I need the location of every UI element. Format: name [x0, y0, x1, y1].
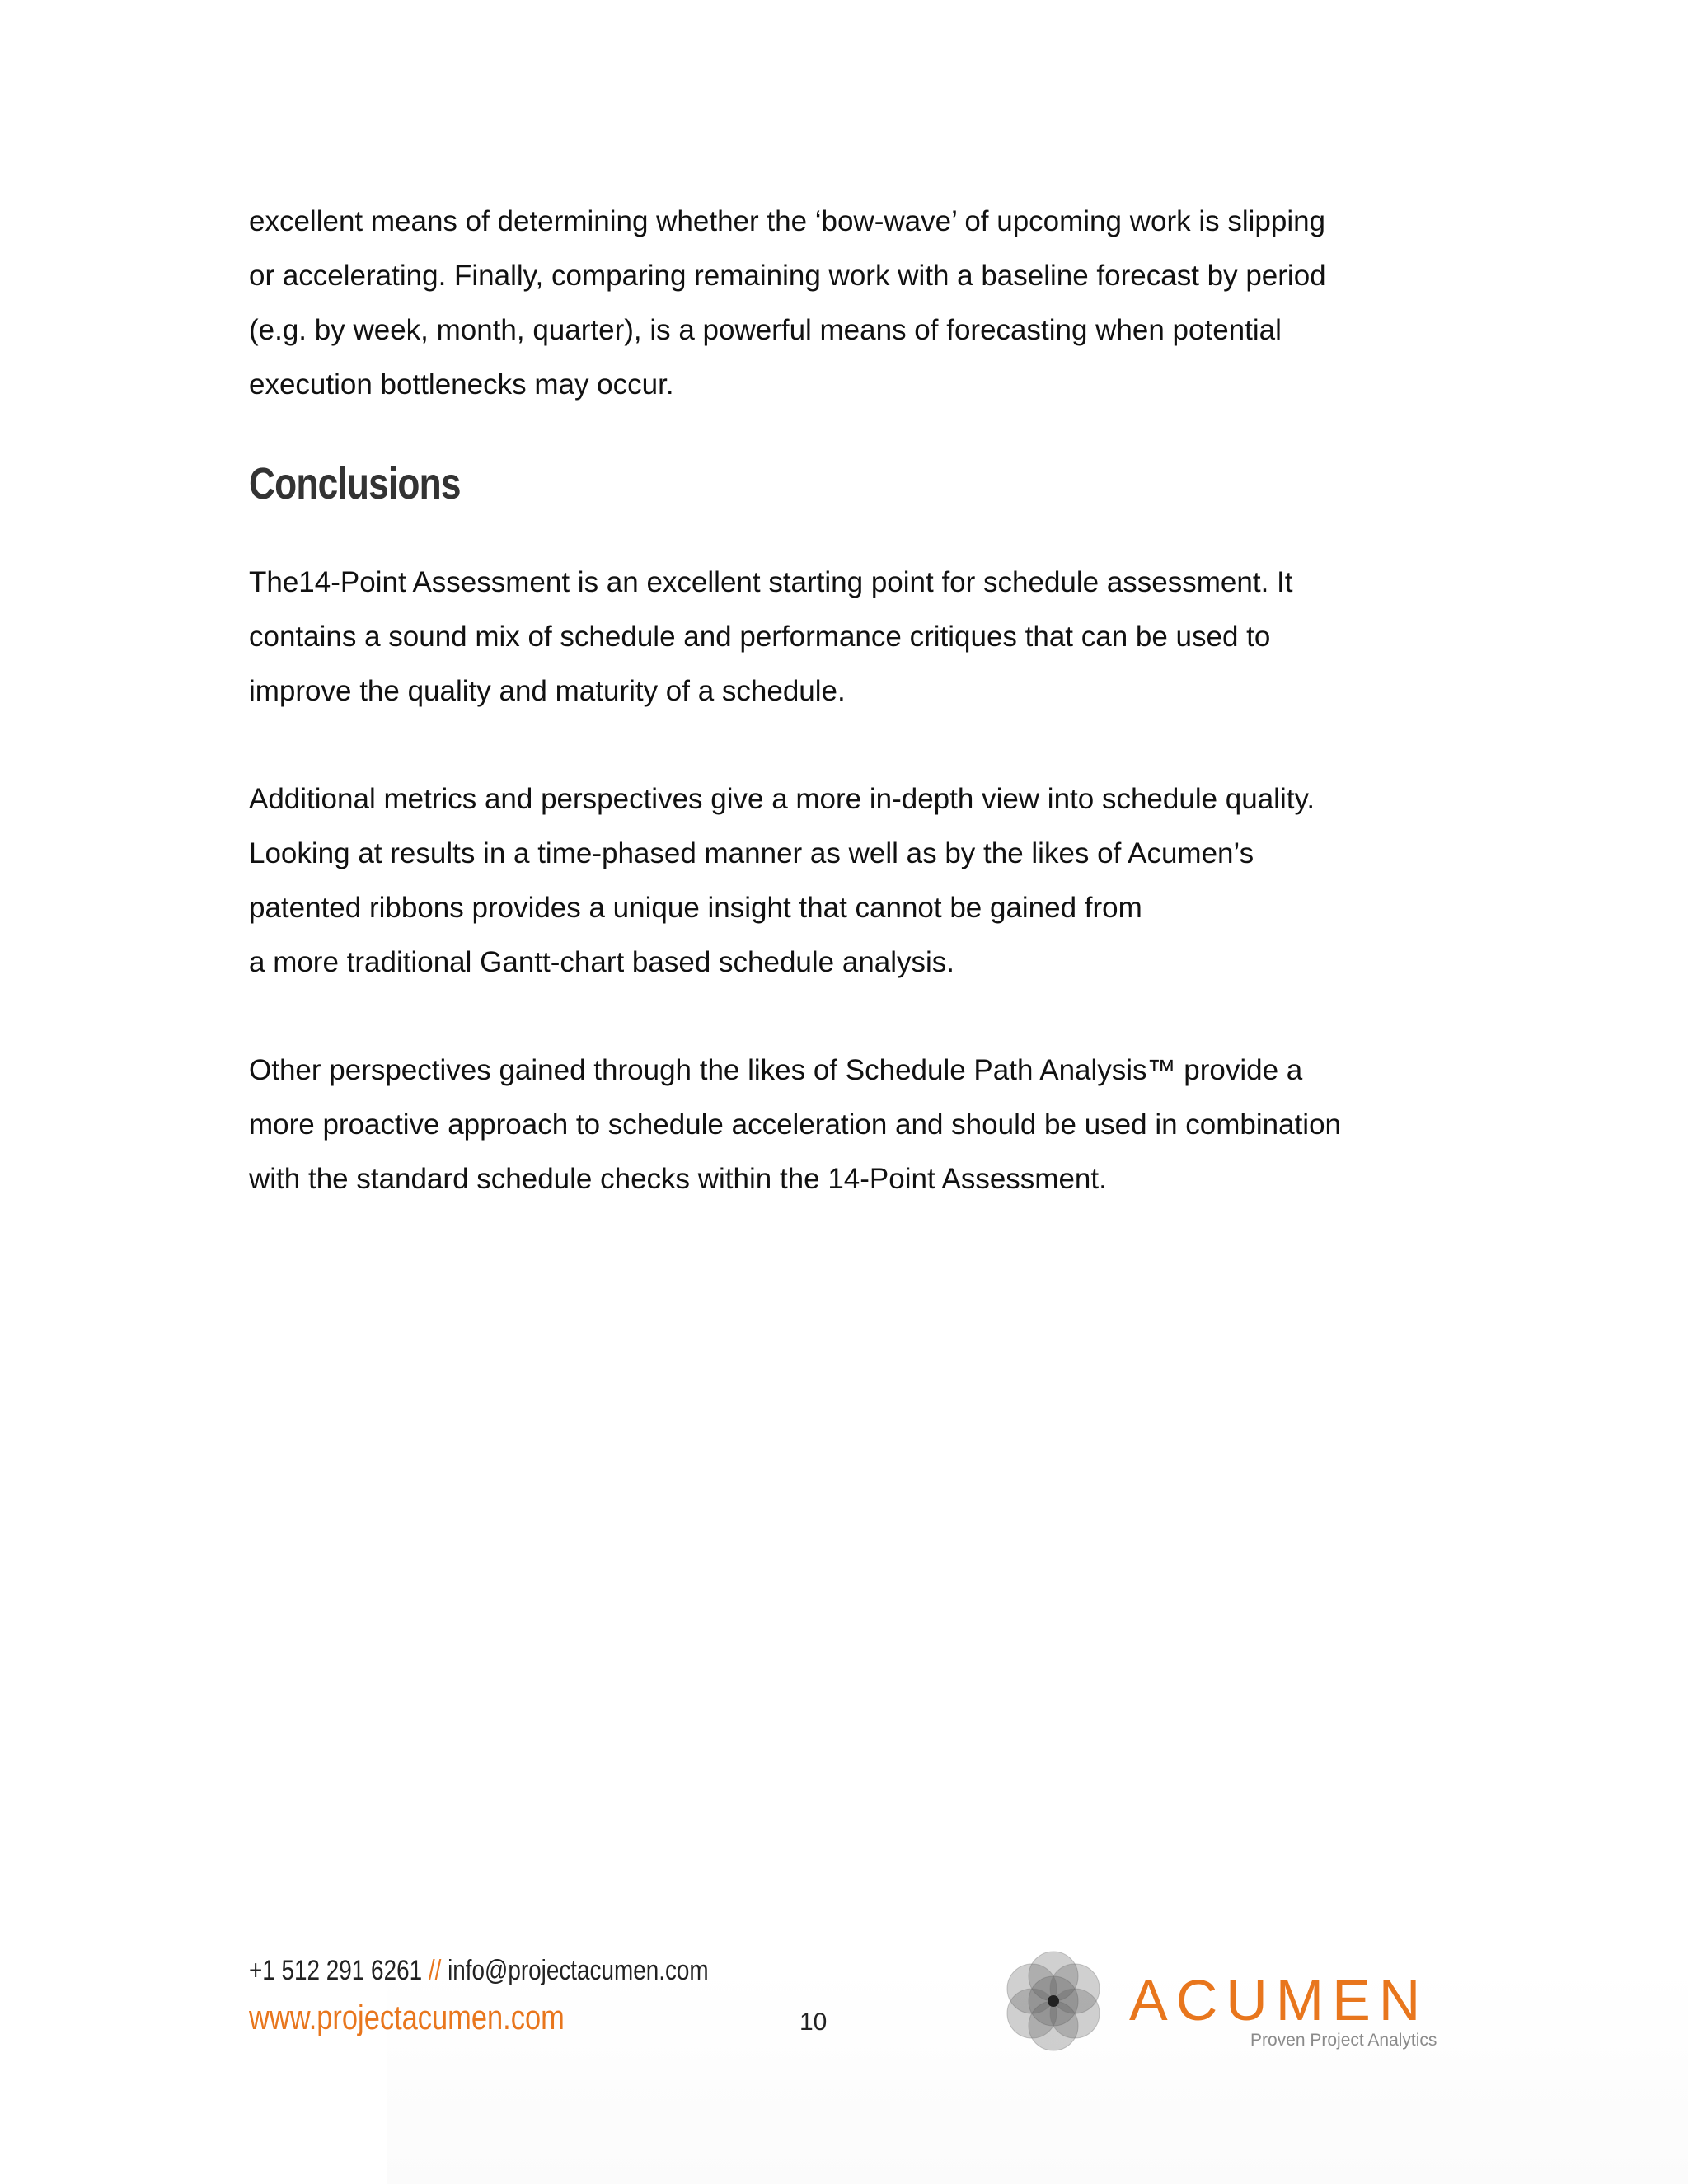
page-number: 10 — [799, 2008, 828, 2036]
text-line: Looking at results in a time-phased manner as well as by the likes of Acumen’s — [249, 837, 1254, 869]
separator: // — [428, 1955, 442, 1986]
text-line: execution bottlenecks may occur. — [249, 368, 674, 401]
flower-of-life-icon — [996, 1943, 1111, 2059]
section-heading: Conclusions — [249, 459, 461, 509]
text-line: The14-Point Assessment is an excellent starting point for schedule assessment. It — [249, 566, 1293, 598]
conclusions-paragraph-2 — [249, 772, 1315, 990]
text-line: contains a sound mix of schedule and performance critiques that can be used to — [249, 621, 1271, 653]
text-line: patented ribbons provides a unique insight that cannot be gained from — [249, 892, 1142, 924]
text-line: excellent means of determining whether the ‘bow-wave’ of upcoming work is slipping — [249, 205, 1326, 237]
conclusions-paragraph-1 — [249, 555, 1292, 719]
text-line: Additional metrics and perspectives give a more in-depth view into schedule quality. — [249, 783, 1315, 815]
text-line: Other perspectives gained through the likes of Schedule Path Analysis™ provide a — [249, 1054, 1303, 1086]
text-line: more proactive approach to schedule acceleration and should be used in combination — [249, 1108, 1342, 1141]
logo-tagline: Proven Project Analytics — [1250, 2031, 1437, 2050]
phone-number: +1 512 291 6261 — [249, 1955, 423, 1986]
logo-wordmark: ACUMEN — [1129, 1968, 1429, 2032]
footer-contact-line — [249, 1955, 709, 1987]
text-line: (e.g. by week, month, quarter), is a powerful means of forecasting when potential — [249, 314, 1282, 346]
text-line: a more traditional Gantt-chart based schedule analysis. — [249, 946, 955, 978]
conclusions-paragraph-3 — [249, 1043, 1341, 1207]
text-line: improve the quality and maturity of a schedule. — [249, 675, 846, 707]
text-line: with the standard schedule checks within the 14-Point Assessment. — [249, 1163, 1107, 1195]
website-link[interactable]: www.projectacumen.com — [249, 1998, 565, 2036]
intro-paragraph — [249, 194, 1326, 412]
email-link[interactable]: info@projectacumen.com — [448, 1955, 709, 1986]
text-line: or accelerating. Finally, comparing remaining work with a baseline forecast by period — [249, 260, 1326, 292]
